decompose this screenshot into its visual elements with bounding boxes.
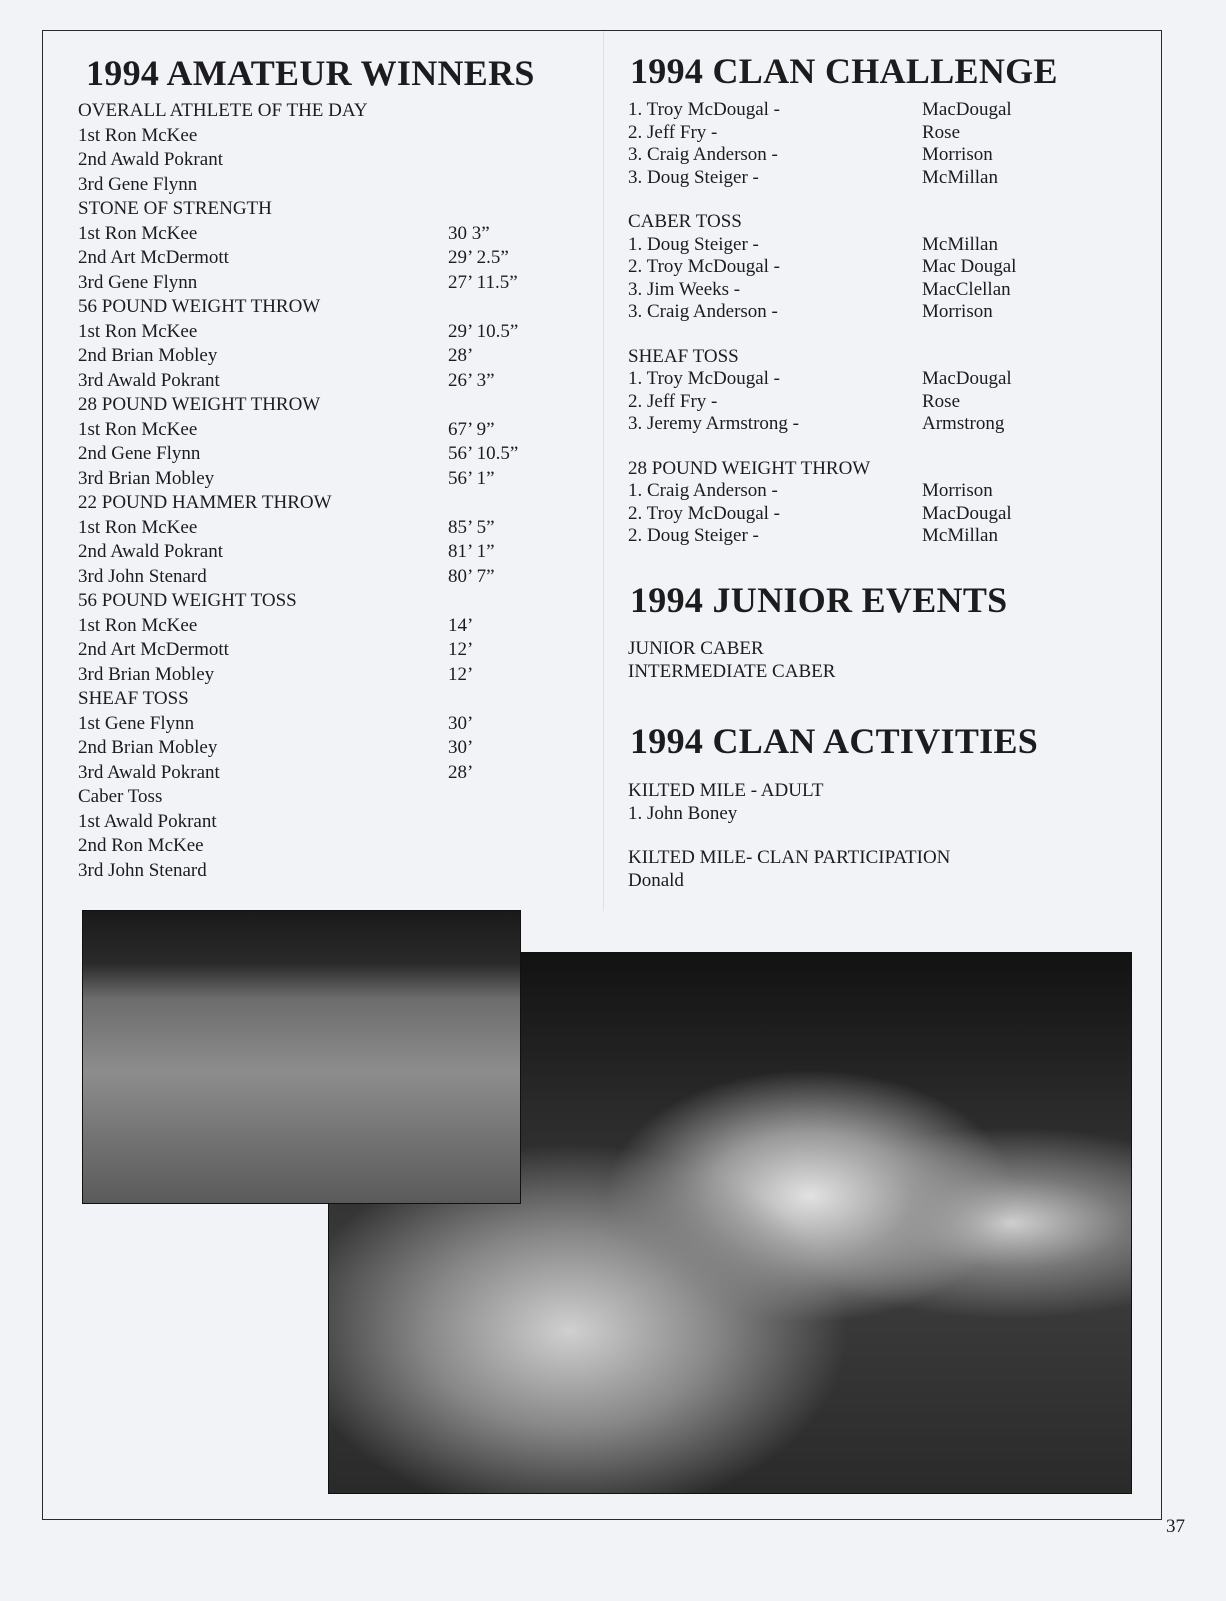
result-value: 28’ xyxy=(448,761,474,783)
clan-activities-title: 1994 CLAN ACTIVITIES xyxy=(630,721,1039,761)
competitor-name: 2. Jeff Fry - xyxy=(628,121,718,143)
list-row xyxy=(78,589,368,614)
activity-heading: KILTED MILE- CLAN PARTICIPATION xyxy=(628,847,951,868)
competitor-name: 3. Craig Anderson - xyxy=(628,301,778,322)
result-row xyxy=(78,540,495,565)
row-text: 1st Awald Pokrant xyxy=(78,810,217,832)
clan-name: McMillan xyxy=(922,525,998,546)
clan-name: MacDougal xyxy=(922,99,1012,120)
clan-name: Rose xyxy=(922,390,960,412)
competitor-name: 3. Jim Weeks - xyxy=(628,278,741,300)
result-value: 30’ xyxy=(448,712,474,734)
result-row xyxy=(628,502,1012,526)
competitor-name: 1. Troy McDougal - xyxy=(628,99,781,120)
junior-events-title: 1994 JUNIOR EVENTS xyxy=(630,580,1008,620)
clan-challenge-title: 1994 CLAN CHALLENGE xyxy=(630,51,1058,91)
row-text: 1st Ron McKee xyxy=(78,124,198,146)
clan-name: Morrison xyxy=(922,301,993,322)
result-value: 26’ 3” xyxy=(448,369,495,391)
row-text: 2nd Ron McKee xyxy=(78,835,204,856)
row-text: Caber Toss xyxy=(78,786,163,807)
row-text: 3rd Gene Flynn xyxy=(78,173,198,195)
amateur-winners-list xyxy=(78,99,519,883)
competitor-name: 3. Jeremy Armstrong - xyxy=(628,413,799,434)
result-value: 67’ 9” xyxy=(448,418,495,440)
competitor-name: 1. Doug Steiger - xyxy=(628,233,759,255)
result-row xyxy=(78,344,474,369)
result-row xyxy=(78,418,495,443)
page-number: 37 xyxy=(1166,1516,1185,1537)
row-text: 2nd Awald Pokrant xyxy=(78,149,223,170)
row-text: 2nd Art McDermott xyxy=(78,639,229,660)
result-row xyxy=(628,121,960,145)
result-value: 80’ 7” xyxy=(448,565,495,587)
activity-result: Donald xyxy=(628,869,684,891)
list-row xyxy=(78,810,368,835)
row-text: 1st Ron McKee xyxy=(78,516,198,538)
result-row xyxy=(78,736,474,761)
result-row xyxy=(628,144,993,167)
kilted-mile-finish-photo xyxy=(82,910,521,1204)
competitor-name: 1. Troy McDougal - xyxy=(628,368,781,389)
list-row xyxy=(78,393,368,418)
event-heading: 28 POUND WEIGHT THROW xyxy=(628,457,871,479)
clan-name: Morrison xyxy=(922,480,993,501)
result-value: 29’ 10.5” xyxy=(448,320,519,342)
result-row xyxy=(78,663,474,688)
result-row xyxy=(628,99,1012,122)
row-text: 3rd John Stenard xyxy=(78,565,207,587)
row-text: 1st Ron McKee xyxy=(78,614,198,636)
clan-name: Morrison xyxy=(922,144,993,165)
result-value: 56’ 1” xyxy=(448,467,495,489)
row-text: 3rd Awald Pokrant xyxy=(78,369,220,391)
row-text: 56 POUND WEIGHT TOSS xyxy=(78,590,297,611)
row-text: 1st Ron McKee xyxy=(78,222,198,244)
result-value: 30’ xyxy=(448,737,474,758)
row-text: 3rd Brian Mobley xyxy=(78,663,215,685)
result-value: 14’ xyxy=(448,614,474,636)
result-row xyxy=(628,233,998,257)
result-row xyxy=(78,467,495,492)
clan-name: Armstrong xyxy=(922,413,1005,434)
result-row xyxy=(78,369,495,394)
result-row xyxy=(78,565,495,590)
result-row xyxy=(78,271,518,296)
row-text: 1st Ron McKee xyxy=(78,320,198,342)
row-text: 3rd John Stenard xyxy=(78,859,207,881)
activity-result: 1. John Boney xyxy=(628,802,738,824)
result-row xyxy=(628,301,993,324)
row-text: 2nd Awald Pokrant xyxy=(78,541,223,562)
list-item: JUNIOR CABER xyxy=(628,638,764,659)
result-row xyxy=(78,638,474,663)
competitor-name: 2. Troy McDougal - xyxy=(628,256,781,277)
result-row xyxy=(628,256,1017,279)
clan-name: MacDougal xyxy=(922,368,1012,389)
result-row xyxy=(628,413,1005,436)
row-text: 56 POUND WEIGHT THROW xyxy=(78,296,321,317)
row-text: 22 POUND HAMMER THROW xyxy=(78,492,332,513)
row-text: 28 POUND WEIGHT THROW xyxy=(78,394,321,415)
list-row xyxy=(78,197,368,222)
competitor-name: 3. Doug Steiger - xyxy=(628,166,759,188)
list-row xyxy=(78,295,368,320)
clan-activities-list xyxy=(628,780,950,892)
row-text: 2nd Gene Flynn xyxy=(78,443,201,464)
clan-name: MacClellan xyxy=(922,278,1011,300)
result-row xyxy=(628,368,1012,391)
result-row xyxy=(78,761,474,786)
competitor-name: 1. Craig Anderson - xyxy=(628,480,778,501)
row-text: 3rd Gene Flynn xyxy=(78,271,198,293)
list-row xyxy=(78,834,368,859)
result-row xyxy=(78,614,474,639)
result-value: 27’ 11.5” xyxy=(448,271,518,293)
result-value: 12’ xyxy=(448,663,474,685)
list-row xyxy=(78,491,368,516)
event-heading: CABER TOSS xyxy=(628,211,742,232)
event-heading: SHEAF TOSS xyxy=(628,345,739,367)
junior-events-list xyxy=(628,638,835,683)
list-item: INTERMEDIATE CABER xyxy=(628,660,836,682)
list-row xyxy=(78,687,368,712)
row-text: STONE OF STRENGTH xyxy=(78,198,272,219)
list-row xyxy=(78,785,368,810)
row-text: 1st Ron McKee xyxy=(78,418,198,440)
competitor-name: 2. Troy McDougal - xyxy=(628,502,781,524)
clan-name: MacDougal xyxy=(922,502,1012,524)
result-row xyxy=(628,278,1011,302)
row-text: 2nd Brian Mobley xyxy=(78,345,218,366)
competitor-name: 3. Craig Anderson - xyxy=(628,144,778,165)
activity-heading: KILTED MILE - ADULT xyxy=(628,780,824,801)
result-row xyxy=(78,516,495,541)
list-row xyxy=(78,99,368,124)
clan-name: Mac Dougal xyxy=(922,256,1017,277)
result-row xyxy=(78,320,519,345)
clan-name: Rose xyxy=(922,121,960,143)
result-value: 28’ xyxy=(448,345,474,366)
result-row xyxy=(628,390,960,414)
row-text: 3rd Awald Pokrant xyxy=(78,761,220,783)
competitor-name: 2. Jeff Fry - xyxy=(628,390,718,412)
result-value: 85’ 5” xyxy=(448,516,495,538)
row-text: 2nd Brian Mobley xyxy=(78,737,218,758)
result-row xyxy=(78,442,519,467)
clan-name: McMillan xyxy=(922,166,998,188)
result-value: 12’ xyxy=(448,639,474,660)
row-text: 3rd Brian Mobley xyxy=(78,467,215,489)
competitor-name: 2. Doug Steiger - xyxy=(628,525,759,546)
list-row xyxy=(78,859,368,884)
row-text: OVERALL ATHLETE OF THE DAY xyxy=(78,100,368,121)
result-row xyxy=(628,480,993,503)
result-row xyxy=(628,525,998,548)
list-row xyxy=(78,124,368,149)
clan-name: McMillan xyxy=(922,233,998,255)
list-row xyxy=(78,148,368,173)
list-row xyxy=(78,173,368,198)
result-value: 56’ 10.5” xyxy=(448,443,519,464)
result-row xyxy=(628,166,998,190)
result-row xyxy=(78,222,490,247)
result-row xyxy=(78,246,509,271)
row-text: SHEAF TOSS xyxy=(78,688,189,709)
amateur-winners-title: 1994 AMATEUR WINNERS xyxy=(86,53,535,93)
result-value: 30 3” xyxy=(448,222,490,244)
clan-challenge-list xyxy=(628,99,1017,548)
column-divider xyxy=(603,31,604,911)
row-text: 1st Gene Flynn xyxy=(78,712,195,734)
result-value: 81’ 1” xyxy=(448,541,495,562)
result-value: 29’ 2.5” xyxy=(448,247,509,268)
row-text: 2nd Art McDermott xyxy=(78,247,229,268)
result-row xyxy=(78,712,474,737)
